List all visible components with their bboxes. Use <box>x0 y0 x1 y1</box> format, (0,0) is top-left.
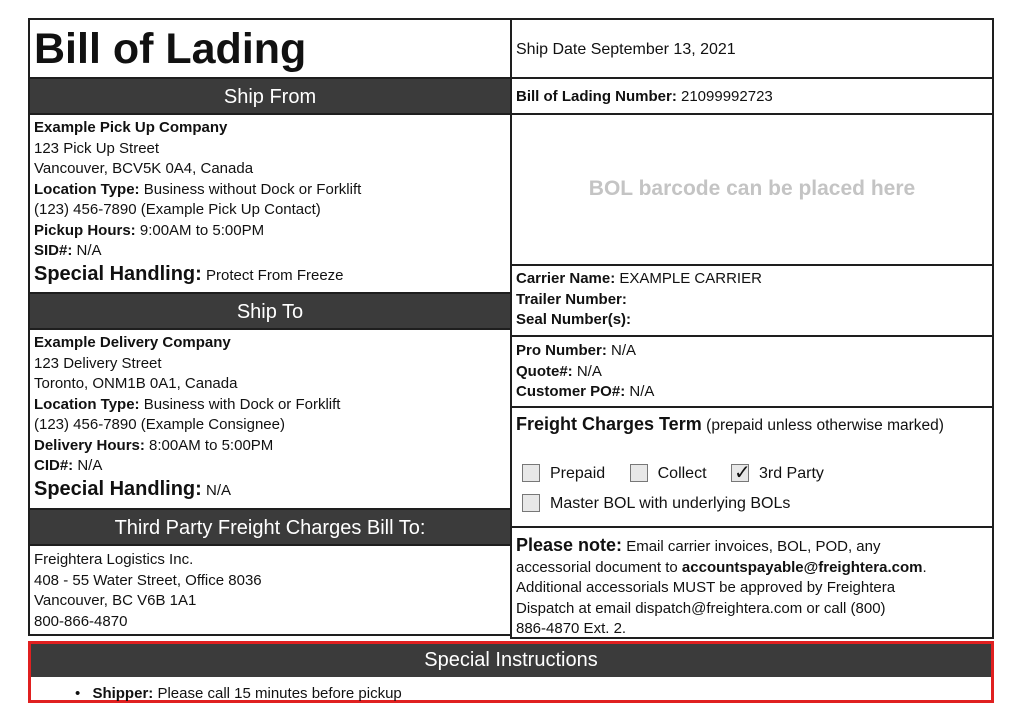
master-bol-checkbox[interactable] <box>522 494 540 512</box>
ship-from-company: Example Pick Up Company <box>34 119 228 136</box>
accounts-payable-email[interactable]: accountspayable@freightera.com <box>681 558 923 576</box>
ship-from-location-label: Location Type: <box>34 180 140 198</box>
prepaid-label: Prepaid <box>550 465 606 482</box>
master-bol-label: Master BOL with underlying BOLs <box>550 495 791 512</box>
ship-from-contact: (123) 456-7890 (Example Pick Up Contact) <box>34 201 321 218</box>
ship-to-hours-value: 8:00AM to 5:00PM <box>149 436 274 454</box>
ship-to-location-value: Business with Dock or Forklift <box>143 395 341 413</box>
option-collect[interactable] <box>630 464 707 483</box>
option-prepaid[interactable] <box>522 464 605 483</box>
ship-from-sid-value: N/A <box>76 242 102 259</box>
third-party-checkbox[interactable] <box>731 464 749 482</box>
note-text-2: accessorial document to <box>516 558 678 576</box>
ship-to-company: Example Delivery Company <box>34 334 231 351</box>
seal-number-label: Seal Number(s): <box>516 311 632 328</box>
option-third-party[interactable] <box>731 464 824 483</box>
ship-from-sid-label: SID#: <box>34 242 73 259</box>
ship-to-header-cell <box>28 292 512 330</box>
third-party-body <box>28 544 512 636</box>
special-instructions-section <box>28 641 994 703</box>
barcode-placeholder: BOL barcode can be placed here <box>588 177 916 200</box>
ship-to-header: Ship To <box>30 294 510 330</box>
ship-from-header: Ship From <box>30 79 510 115</box>
special-instructions-header: Special Instructions <box>31 644 991 677</box>
barcode-area <box>510 113 994 266</box>
shipper-label: Shipper: <box>92 685 154 702</box>
note-text-4: Dispatch at email dispatch@freightera.com or call (800) <box>516 599 886 617</box>
bill-to-address2: Vancouver, BC V6B 1A1 <box>34 592 197 609</box>
third-party-header-cell <box>28 508 512 546</box>
ship-from-address1: 123 Pick Up Street <box>34 139 160 157</box>
trailer-number-label: Trailer Number: <box>516 290 627 308</box>
freight-terms-cell <box>510 406 994 528</box>
bill-to-address1: 408 - 55 Water Street, Office 8036 <box>34 571 262 589</box>
bol-number-cell <box>510 77 994 115</box>
bill-to-company: Freightera Logistics Inc. <box>34 551 194 568</box>
ship-from-address2: Vancouver, BCV5K 0A4, Canada <box>34 160 254 177</box>
ship-to-special-value: N/A <box>205 481 231 499</box>
bullet-icon: • <box>75 685 81 702</box>
ship-from-body <box>28 113 512 294</box>
pro-number-value: N/A <box>611 342 637 359</box>
ship-from-special-value: Protect From Freeze <box>205 266 344 284</box>
page-title: Bill of Lading <box>34 25 307 73</box>
customer-po-value: N/A <box>629 383 655 400</box>
ship-to-cid-label: CID#: <box>34 457 74 474</box>
special-instructions-list <box>75 685 402 702</box>
ship-date: Ship Date September 13, 2021 <box>516 41 736 58</box>
option-master-bol[interactable] <box>522 494 790 513</box>
note-text-3: Additional accessorials MUST be approved by Freightera <box>516 579 896 596</box>
freight-terms-title: Freight Charges Term <box>516 414 702 434</box>
title-cell <box>28 18 512 79</box>
ship-from-hours-label: Pickup Hours: <box>34 221 136 239</box>
collect-label: Collect <box>657 465 707 482</box>
note-period: . <box>922 558 927 576</box>
carrier-name-value: EXAMPLE CARRIER <box>619 270 762 287</box>
third-party-header: Third Party Freight Charges Bill To: <box>30 510 510 546</box>
note-text-5: 886-4870 Ext. 2. <box>516 620 627 637</box>
freight-terms-subtitle: (prepaid unless otherwise marked) <box>706 417 944 434</box>
note-label: Please note: <box>516 535 623 555</box>
ship-to-address1: 123 Delivery Street <box>34 354 162 372</box>
ship-to-location-label: Location Type: <box>34 395 140 413</box>
shipper-instruction: Please call 15 minutes before pickup <box>157 685 402 702</box>
third-party-label: 3rd Party <box>758 465 824 482</box>
pro-number-label: Pro Number: <box>516 342 607 359</box>
ship-from-location-value: Business without Dock or Forklift <box>143 180 362 198</box>
carrier-cell <box>510 264 994 337</box>
bill-to-phone: 800-866-4870 <box>34 612 128 630</box>
ship-to-address2: Toronto, ONM1B 0A1, Canada <box>34 375 238 392</box>
note-cell <box>510 526 994 639</box>
carrier-name-label: Carrier Name: <box>516 270 616 287</box>
ship-date-cell <box>510 18 994 79</box>
prepaid-checkbox[interactable] <box>522 464 540 482</box>
checkmark-icon: ✓ <box>733 462 751 484</box>
ship-to-hours-label: Delivery Hours: <box>34 436 145 454</box>
ship-to-contact: (123) 456-7890 (Example Consignee) <box>34 416 285 433</box>
ship-from-hours-value: 9:00AM to 5:00PM <box>139 221 265 239</box>
quote-number-value: N/A <box>576 362 602 380</box>
customer-po-label: Customer PO#: <box>516 383 626 400</box>
ship-to-cid-value: N/A <box>77 457 103 474</box>
ship-to-special-label: Special Handling: <box>34 477 202 500</box>
ship-from-special-label: Special Handling: <box>34 262 202 285</box>
collect-checkbox[interactable] <box>630 464 648 482</box>
bol-number-value: 21099992723 <box>681 88 773 105</box>
references-cell <box>510 335 994 408</box>
bol-number-label: Bill of Lading Number: <box>516 88 677 105</box>
ship-from-header-cell <box>28 77 512 115</box>
note-text-1: Email carrier invoices, BOL, POD, any <box>626 538 881 555</box>
bill-of-lading-document <box>28 18 994 705</box>
ship-to-body <box>28 328 512 510</box>
quote-number-label: Quote#: <box>516 362 573 380</box>
